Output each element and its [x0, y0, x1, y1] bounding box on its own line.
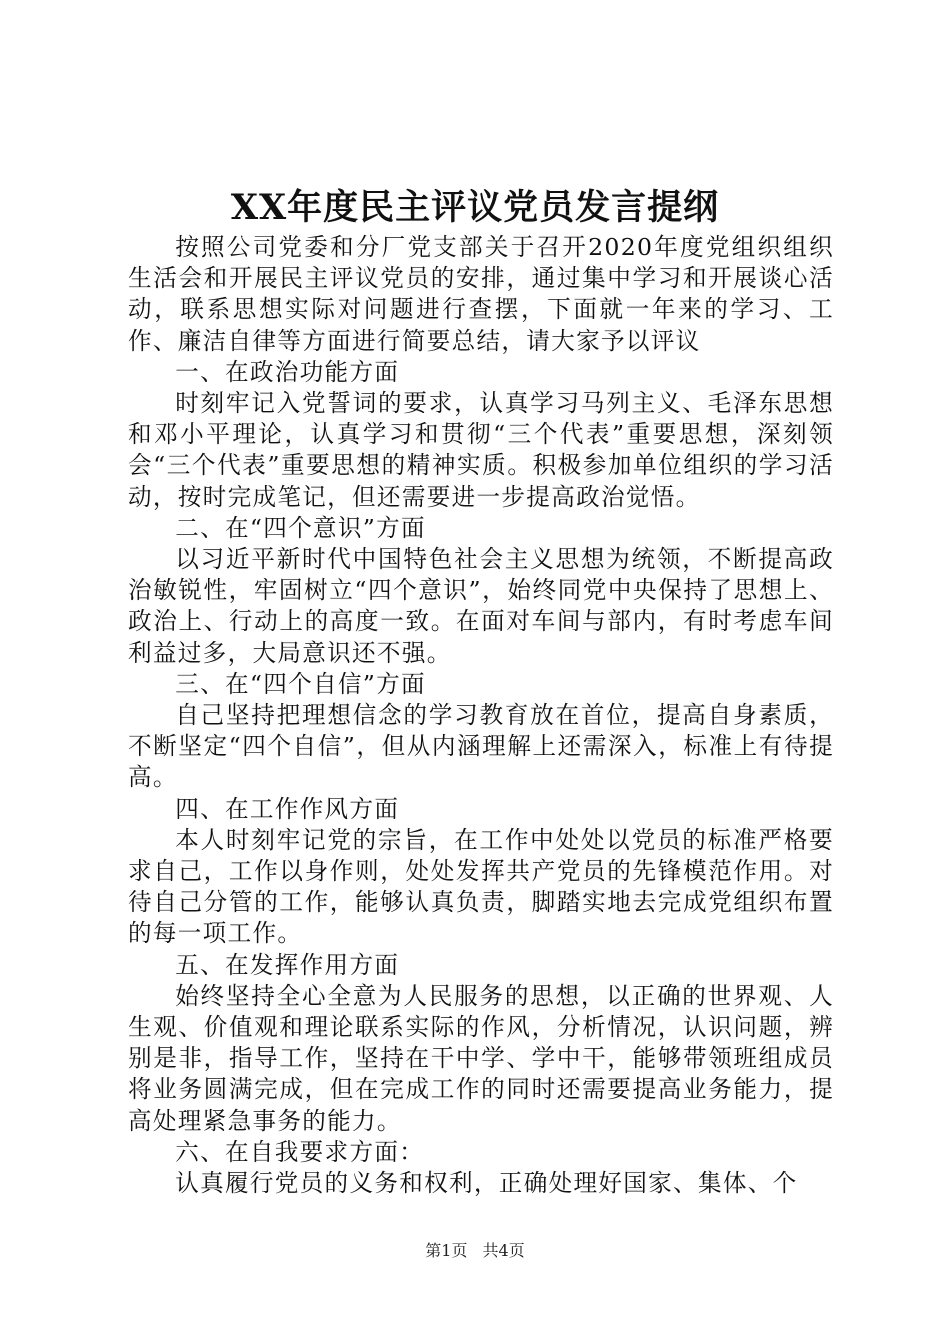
page-number: 第1页: [425, 1241, 468, 1260]
section-heading-6: 六、在自我要求方面：: [175, 1137, 425, 1166]
section-paragraph-1: 时刻牢记入党誓词的要求，认真学习马列主义、毛泽东思想和邓小平理论，认真学习和贯彻“三个代表”重要思想，深刻领会“三个代表”重要思想的精神实质。积极参加单位组织的学习活动，按时完成笔记，但还需要进一步提高政治觉悟。: [128, 389, 834, 511]
intro-paragraph: 按照公司党委和分厂党支部关于召开2020年度党组织组织生活会和开展民主评议党员的安排，通过集中学习和开展谈心活动，联系思想实际对问题进行查摆，下面就一年来的学习、工作、廉洁自律等方面进行简要总结，请大家予以评议: [128, 233, 834, 355]
section-heading-5: 五、在发挥作用方面: [175, 950, 400, 979]
section-paragraph-5: 始终坚持全心全意为人民服务的思想，以正确的世界观、人生观、价值观和理论联系实际的作风，分析情况，认识问题，辨别是非，指导工作，坚持在干中学、学中干，能够带领班组成员将业务圆满完成，但在完成工作的同时还需要提高业务能力，提高处理紧急事务的能力。: [128, 981, 834, 1135]
document-body: [128, 232, 834, 1199]
section-paragraph-4: 本人时刻牢记党的宗旨，在工作中处处以党员的标准严格要求自己，工作以身作则，处处发挥共产党员的先锋模范作用。对待自己分管的工作，能够认真负责，脚踏实地去完成党组织布置的每一项工作。: [128, 825, 834, 948]
document-title: XX年度民主评议党员发言提纲: [230, 187, 720, 228]
section-heading-3: 三、在“四个自信”方面: [175, 669, 426, 698]
section-heading-1: 一、在政治功能方面: [175, 357, 400, 386]
section-heading-2: 二、在“四个意识”方面: [175, 513, 426, 542]
section-paragraph-6: 认真履行党员的义务和权利，正确处理好国家、集体、个: [175, 1169, 798, 1198]
page-footer: [0, 1240, 950, 1262]
section-paragraph-3: 自己坚持把理想信念的学习教育放在首位，提高自身素质，不断坚定“四个自信”，但从内涵理解上还需深入，标准上有待提高。: [128, 701, 834, 792]
section-paragraph-2: 以习近平新时代中国特色社会主义思想为统领，不断提高政治敏锐性，牢固树立“四个意识”，始终同党中央保持了思想上、政治上、行动上的高度一致。在面对车间与部内，有时考虑车间利益过多，大局意识还不强。: [128, 545, 834, 667]
section-heading-4: 四、在工作作风方面: [175, 794, 400, 823]
page-total: 共4页: [482, 1241, 525, 1260]
